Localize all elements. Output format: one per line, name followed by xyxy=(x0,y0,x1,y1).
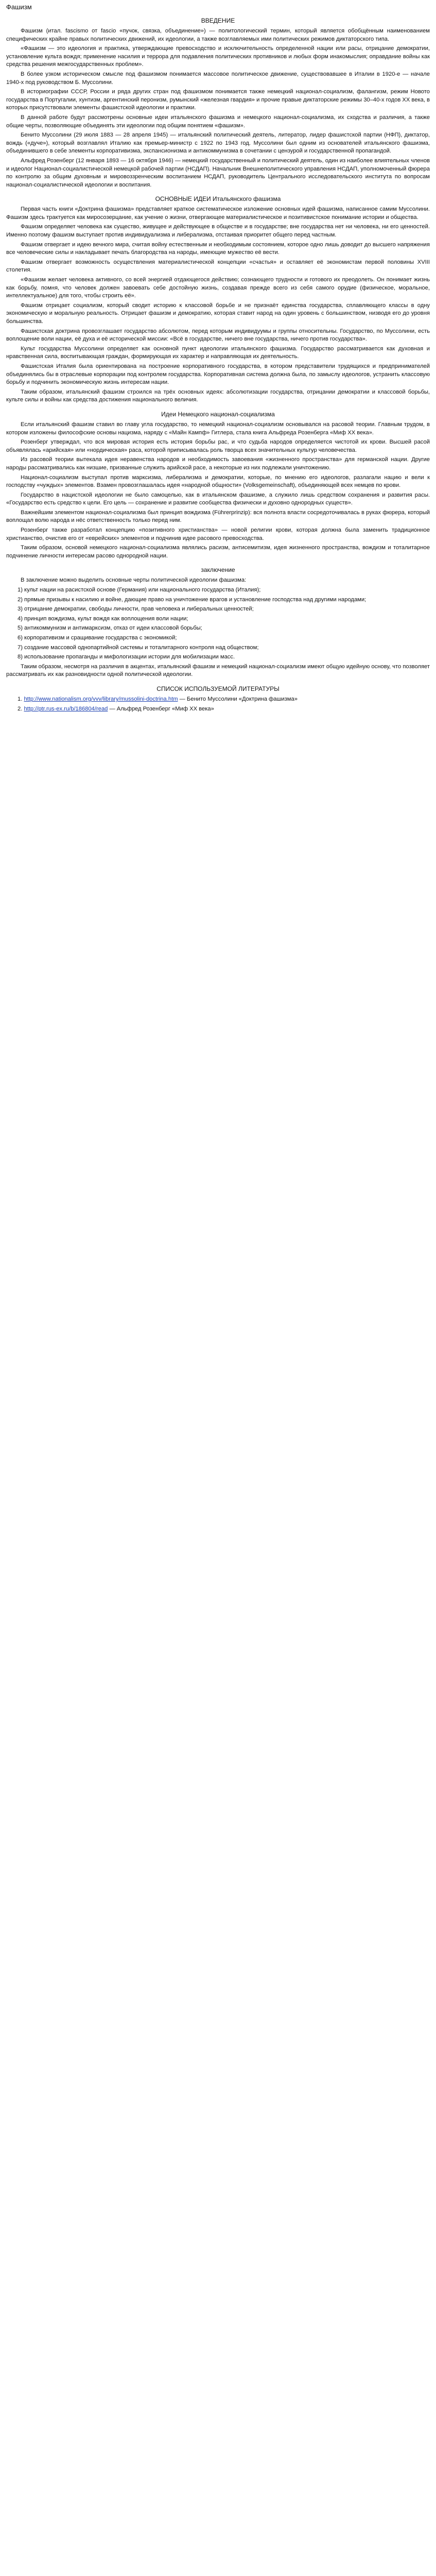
reference-link[interactable]: http://www.nationalism.org/vvv/library/mussolini-doctrina.htm xyxy=(24,696,178,702)
paragraph: В более узком историческом смысле под фашизмом понимается массовое политическое движение, существовавшее в Италии в 1920-е — начале 1940-х под руководством Б. Муссолини. xyxy=(6,71,430,86)
paragraph: Фашизм отвергает возможность осуществления материалистической концепции «счастья» и оставляет её экономистам первой половины XVIII столетия. xyxy=(6,259,430,274)
paragraph: Таким образом, основой немецкого национал-социализма являлись расизм, антисемитизм, идея жизненного пространства, вождизм и тоталитарное подчинение личности интересам расово однородной нации. xyxy=(6,545,430,559)
paragraph: Из расовой теории вытекала идея неравенства народов и необходимость завоевания «жизненного пространства» для германской нации. Другие народы рассматривались как низшие, призванные служить арийской расе, а некоторые из них подлежали уничтожению. xyxy=(6,456,430,471)
paragraph: Таким образом, несмотря на различия в акцентах, итальянский фашизм и немецкий национал-социализм имеют общую идейную основу, что позволяет рассматривать их как разновидности одной политической идеологии. xyxy=(6,663,430,678)
reference-item xyxy=(18,696,430,704)
paragraph: В историографии СССР, России и ряда других стран под фашизмом понимается также немецкий национал-социализм, фалангизм, режим Новото государства в Португалии, хунтизм, аргентинский перонизм, румынский «железная гвардия» и прочие правые диктаторские режимы 30–40-х годов XX века, в которых присутствовали элементы фашистской идеологии и практики. xyxy=(6,89,430,111)
list-item: 1) культ нации на расистской основе (Германия) или национального государства (Италия); xyxy=(18,587,261,594)
paragraph: Фашизм отрицает социализм, который сводит историю к классовой борьбе и не признаёт единства государства, сплавляющего классы в одну экономическую и моральную реальность. Отрицает фашизм и демократию, которая ставит народ на один уровень с большинством, низводя его до уровня большинства. xyxy=(6,302,430,325)
paragraph: Розенберг утверждал, что вся мировая история есть история борьбы рас, и что судьба народов определяется чистотой их крови. Высшей расой объявлялась «арийская» или «нордическая» раса, которой приписывалась роль творца всех значительных культур человечества. xyxy=(6,439,430,453)
section-national-socialism xyxy=(6,411,430,561)
paragraph: Бенито Муссолини (29 июля 1883 — 28 апреля 1945) — итальянский политический деятель, литератор, лидер фашистской партии (НФП), диктатор, вождь («дуче»), который возглавлял Италию как премьер-министр с 1922 по 1943 год. Муссолини был одним из основателей итальянского фашизма, объединившего в себе элементы корпоративизма, экспансионизма и антикоммунизма в сочетании с цензурой и государственной пропагандой. xyxy=(6,132,430,155)
reference-link[interactable]: http://ptr.rus-ex.ru/b/186804/read xyxy=(24,705,108,712)
section-italian-fascism xyxy=(6,195,430,404)
paragraph: Фашистская доктрина провозглашает государство абсолютом, перед которым индивидуумы и группы относительны. Государство, по Муссолини, есть воплощение воли нации, её духа и её исторической миссии: «Всё в государстве, ничего вне государства, ничего против государства». xyxy=(6,328,430,343)
list-item: 4) принцип вождизма, культ вождя как воплощения воли нации; xyxy=(18,615,188,622)
paragraph: Культ государства Муссолини определяет как основной пункт идеологии итальянского фашизма. Государство рассматривается как духовная и нравственная сила, воспитывающая граждан, формирующая их характер и направляющая их деятельность. xyxy=(6,345,430,360)
reference-text: — Бенито Муссолини «Доктрина фашизма» xyxy=(178,696,298,702)
paragraph: Альфред Розенберг (12 января 1893 — 16 октября 1946) — немецкий государственный и политический деятель, один из наиболее влиятельных членов и идеолог Национал-социалистической немецкой рабочей партии (НСДАП). Начальник Внешнеполитического управления НСДАП, уполномоченный фюрера по контролю за общим духовным и мировоззренческим воспитанием НСДАП, руководитель Центрального исследовательского института по вопросам национал-социалистической идеологии и воспитания. xyxy=(6,157,430,188)
reference-number: 1. xyxy=(18,696,23,702)
reference-list xyxy=(6,696,430,713)
paragraph: Национал-социализм выступал против марксизма, либерализма и демократии, которые, по мнению его идеологов, разлагали нацию и вели к господству «чуждых» элементов. Взамен провозглашалась идея «народной общности» (Volksgemeinschaft), объединяющей всех немцев по крови. xyxy=(6,474,430,489)
paragraph: Первая часть книги «Доктрина фашизма» представляет краткое систематическое изложение основных идей фашизма, написанное самим Муссолини. Фашизм здесь трактуется как миросозерцание, как учение о жизни, отвергающее материалистическое и позитивистское понимание истории и общества. xyxy=(6,206,430,221)
section-introduction xyxy=(6,17,430,189)
paragraph: В заключение можно выделить основные черты политической идеологии фашизма: xyxy=(21,577,247,584)
paragraph: В данной работе будут рассмотрены основные идеи итальянского фашизма и немецкого национал-социализма, их сходства и различия, а также общие черты, позволяющие объединять эти идеологии под общим понятием «фашизм». xyxy=(6,114,430,129)
list-item: 8) использование пропаганды и мифологизации истории для мобилизации масс. xyxy=(18,654,235,660)
section-conclusion xyxy=(6,566,430,679)
document-title: Фашизм xyxy=(6,3,32,11)
section-heading: Идеи Немецкого национал-социализма xyxy=(161,410,275,418)
paragraph: «Фашизм желает человека активного, со всей энергией отдающегося действию; сознающего трудности и готового их преодолеть. Он понимает жизнь как борьбу, помня, что человек должен завоевать себе достойную жизнь, создавая прежде всего из себя самого орудие (физическое, моральное, интеллектуальное) для того, чтобы строить её». xyxy=(6,277,430,299)
paragraph: Розенберг также разработал концепцию «позитивного христианства» — новой религии крови, которая должна была заменить традиционное христианство, очистив его от «еврейских» элементов и подчинив идее расового превосходства. xyxy=(6,527,430,541)
reference-item xyxy=(18,705,430,714)
paragraph: Фашизм определяет человека как существо, живущее и действующее в обществе и в государстве; вне государства нет ни человека, ни его ценностей. Именно поэтому фашизм выступает против индивидуализма и либерализма, отстаивая приоритет общего перед частным. xyxy=(6,224,430,239)
reference-text: — Альфред Розенберг «Миф XX века» xyxy=(108,705,214,712)
paragraph: Государство в нацистской идеологии не было самоцелью, как в итальянском фашизме, а служило лишь средством сохранения и развития расы. «Государство есть средство к цели. Его цель — сохранение и развитие сообщества физически и духовно однородных существ». xyxy=(6,492,430,506)
list-item: 6) корпоративизм и сращивание государства с экономикой; xyxy=(18,635,177,641)
section-heading: заключение xyxy=(201,566,235,574)
list-item: 7) создание массовой однопартийной системы и тоталитарного контроля над обществом; xyxy=(18,644,259,651)
conclusion-list xyxy=(6,586,430,662)
paragraph: Таким образом, итальянский фашизм строился на трёх основных идеях: абсолютизации государства, отрицании демократии и классовой борьбы, культе силы и войны как средства достижения национального величия. xyxy=(6,388,430,403)
list-item: 3) отрицание демократии, свободы личности, прав человека и либеральных ценностей; xyxy=(18,606,254,613)
section-heading: ОСНОВНЫЕ ИДЕИ Итальянского фашизма xyxy=(155,195,281,203)
paragraph: Фашизм отвергает и идею вечного мира, считая войну естественным и необходимым состоянием, которое одно лишь доводит до высшего напряжения все человеческие силы и накладывает печать благородства на народы, имеющие мужество её вести. xyxy=(6,241,430,256)
paragraph: Если итальянский фашизм ставил во главу угла государство, то немецкий национал-социализм основывался на расовой теории. Главным трудом, в котором изложены философские основы нацизма, наряду с «Майн Кампф» Гитлера, стала книга Альфреда Розенберга «Миф XX века». xyxy=(6,421,430,436)
list-item: 5) антикоммунизм и антимарксизм, отказ от идеи классовой борьбы; xyxy=(18,625,202,632)
paragraph: «Фашизм — это идеология и практика, утверждающие превосходство и исключительность определенной нации или расы, отрицание демократии, установление культа вождя; применение насилия и террора для подавления политических противников и любых форм инакомыслия; оправдание войны как средства решения межгосударственных проблем». xyxy=(6,45,430,68)
section-references xyxy=(6,685,430,713)
reference-number: 2. xyxy=(18,705,23,712)
paragraph: Важнейшим элементом национал-социализма был принцип вождизма (Führerprinzip): вся полнота власти сосредоточивалась в руках фюрера, который воплощал волю народа и нёс ответственность только перед ним. xyxy=(6,509,430,524)
section-heading: СПИСОК ИСПОЛЬЗУЕМОЙ ЛИТЕРАТУРЫ xyxy=(156,685,280,692)
paragraph: Фашистская Италия была ориентирована на построение корпоративного государства, в котором представители трудящихся и предпринимателей объединялись бы в отраслевые корпорации под контролем государства. Корпоративная система должна была, по замыслу идеологов, устранить классовую борьбу и подчинить экономическую жизнь интересам нации. xyxy=(6,363,430,386)
section-heading: ВВЕДЕНИЕ xyxy=(201,17,235,24)
paragraph: Фашизм (итал. fascismo от fascio «пучок, связка, объединение») — политологический термин, который является обобщённым наименованием специфических крайне правых политических движений, их идеологии, а также возглавляемых ими политических режимов диктаторского типа. xyxy=(6,28,430,42)
list-item: 2) прямые призывы к насилию и войне, дающие право на уничтожение врагов и установление господства над другими народами; xyxy=(18,596,367,603)
